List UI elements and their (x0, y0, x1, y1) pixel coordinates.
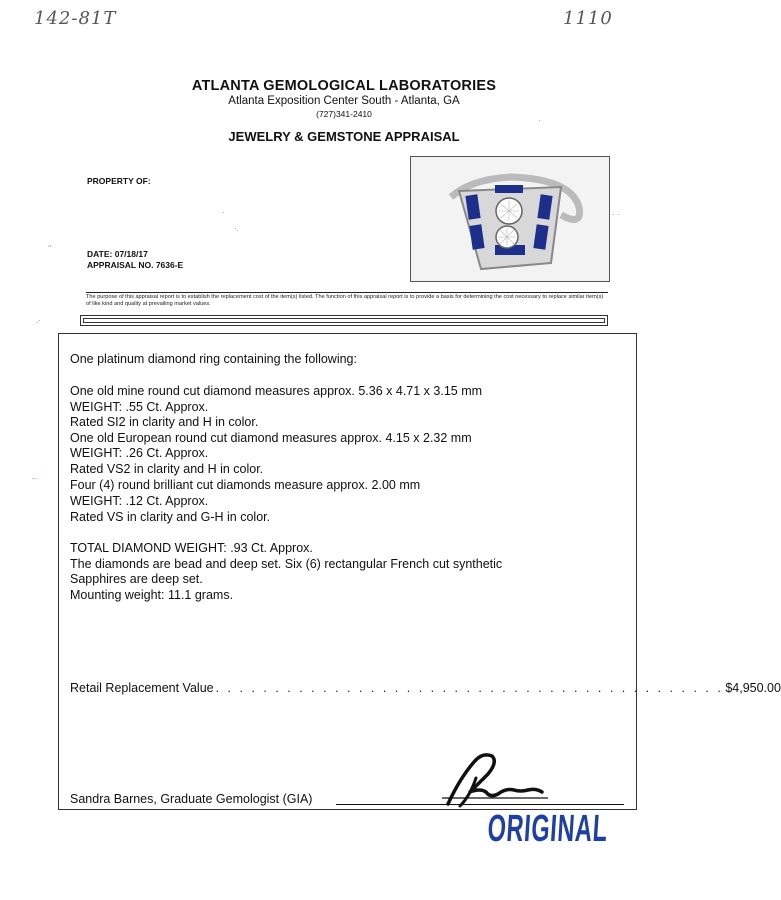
description-intro: One platinum diamond ring containing the following: (70, 352, 357, 366)
summary-line: Mounting weight: 11.1 grams. (70, 588, 234, 602)
description-line: Rated VS in clarity and G-H in color. (70, 510, 271, 524)
summary-line: The diamonds are bead and deep set. Six (6) rectangular French cut synthetic (70, 557, 503, 571)
ring-icon (411, 157, 609, 281)
scan-speck: ‘‘ (48, 244, 52, 253)
scan-speck: · (222, 208, 225, 217)
summary-line: TOTAL DIAMOND WEIGHT: .93 Ct. Approx. (70, 541, 313, 555)
ring-photo (410, 156, 610, 282)
date-row (87, 249, 148, 259)
scan-speck: –· (32, 474, 40, 483)
retail-value-label: Retail Replacement Value (70, 681, 214, 695)
summary-line: Sapphires are deep set. (70, 572, 203, 586)
date-label: DATE: (87, 249, 113, 259)
signer-name: Sandra Barnes, Graduate Gemologist (GIA) (70, 792, 313, 806)
retail-value-row (70, 681, 781, 695)
scan-speck: ·. (234, 224, 239, 233)
handwritten-reference-note: 142-81T (34, 8, 117, 29)
date-value: 07/18/17 (114, 249, 148, 259)
retail-value-amount: $4,950.00 (725, 681, 781, 695)
lab-name: ATLANTA GEMOLOGICAL LABORATORIES (191, 78, 497, 94)
lab-address: Atlanta Exposition Center South - Atlanta, GA (228, 95, 460, 107)
retail-value-leader-dots: . . . . . . . . . . . . . . . . . . . . . . . . . . . . . . . . . . . . . . . . . . . (215, 681, 724, 695)
purpose-statement: The purpose of this appraisal report is to establish the replacement cost of the item(s) listed. The function of this appraisal report is to provide a basis for determining the cost necessary to replace similar item(s) of like kind and quality at prevailing market values. (86, 292, 608, 308)
description-line: WEIGHT: .55 Ct. Approx. (70, 400, 209, 414)
description-line: WEIGHT: .26 Ct. Approx. (70, 446, 209, 460)
description-line: Rated SI2 in clarity and H in color. (70, 415, 259, 429)
signature-icon (440, 748, 550, 808)
document-title: JEWELRY & GEMSTONE APPRAISAL (228, 129, 460, 144)
description-line: Rated VS2 in clarity and H in color. (70, 462, 264, 476)
appraisal-number-value: 7636-E (155, 260, 184, 270)
double-rule-divider (80, 315, 608, 326)
appraisal-number-row (87, 260, 183, 270)
scan-speck: · · (612, 210, 620, 219)
scan-speck: · (538, 116, 541, 125)
property-of-label: PROPERTY OF: (87, 176, 151, 186)
lab-phone: (727)341-2410 (316, 109, 372, 119)
description-line: WEIGHT: .12 Ct. Approx. (70, 494, 209, 508)
description-line: One old mine round cut diamond measures approx. 5.36 x 4.71 x 3.15 mm (70, 384, 483, 398)
original-stamp: ORIGINAL (486, 808, 610, 850)
appraisal-number-label: APPRAISAL NO. (87, 260, 154, 270)
scan-speck: .· (36, 316, 41, 325)
description-line: One old European round cut diamond measures approx. 4.15 x 2.32 mm (70, 431, 472, 445)
description-line: Four (4) round brilliant cut diamonds measure approx. 2.00 mm (70, 478, 421, 492)
handwritten-number-note: 1110 (563, 8, 613, 29)
